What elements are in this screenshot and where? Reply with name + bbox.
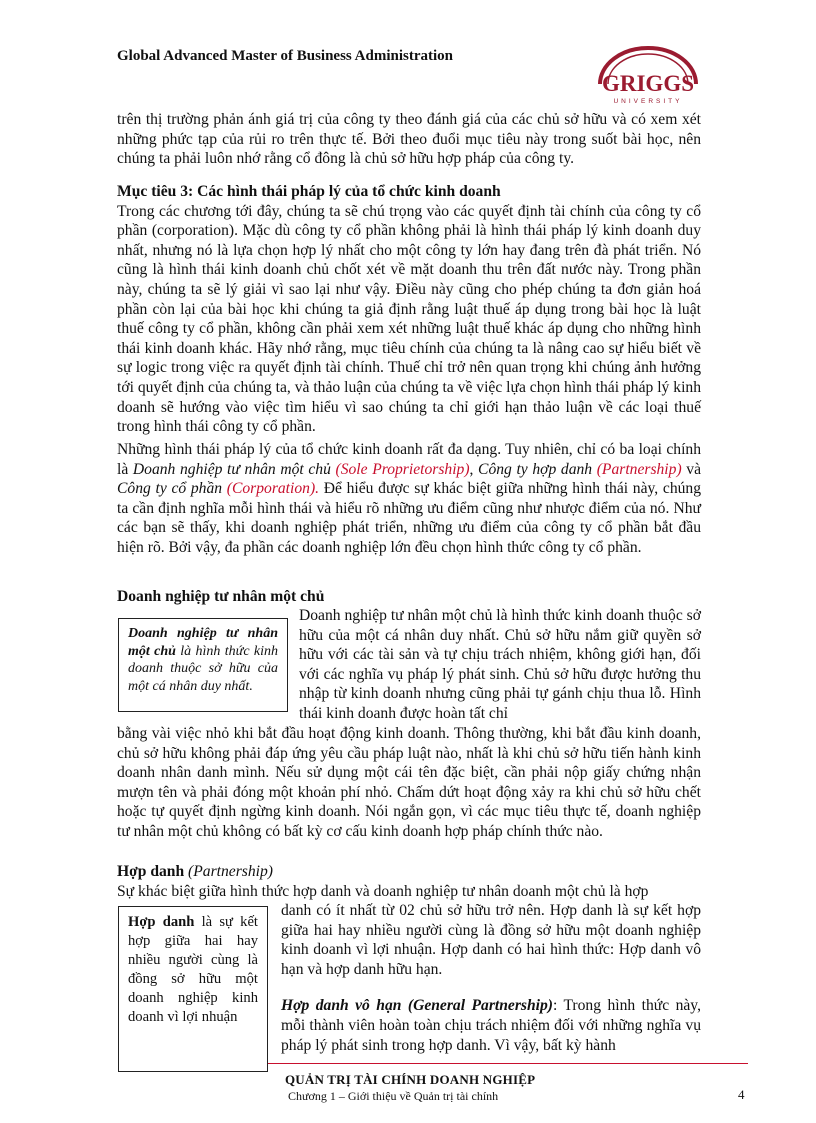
term-corporation-en: (Corporation).: [222, 480, 320, 498]
definition-term-partnership: Hợp danh: [128, 914, 195, 930]
term-corporation-vi: Công ty cổ phần: [117, 480, 223, 498]
paragraph-sole-cont: [117, 724, 701, 842]
paragraph-corporation-focus: Trong các chương tới đây, chúng ta sẽ chú trọng vào các quyết định tài chính của công ty cổ phần (corporation). Mặc dù công ty cổ phần không phải là hình thái pháp lý kinh doanh duy nhất, nhưng nó là lựa chọn hợp lý nhất cho một công ty lớn hay đang trên đà phát triển. Nó cũng là hình thái kinh doanh chủ chốt xét về mặt doanh thu trên đất nước này. Trong phần này, chúng ta sẽ lý giải vì sao lại như vậy. Điều này cũng cho phép chúng ta đơn giản hoá phần còn lại của bài học khi chúng ta giả định rằng luật thuế áp dụng trong bài học là luật thuế công ty cổ phần, không cần phải xem xét những luật thuế khác áp dụng cho những hình thái kinh doanh khác. Hãy nhớ rằng, mục tiêu chính của chúng ta là nâng cao sự hiểu biết về sự logic trong việc ra quyết định tài chính. Thuế chỉ trở nên quan trọng khi chúng ảnh hưởng tới quyết định của chúng ta, và thảo luận của chúng ta về việc lựa chọn hình thái pháp lý kinh doanh sẽ hướng vào việc tìm hiểu vì sao chúng ta chỉ giới hạn thảo luận về các loại thuế trong hình thái công ty cổ phần.: [117, 202, 701, 436]
definition-text-sole: là hình thức kinh doanh thuộc sở hữu của một cá nhân duy nhất.: [128, 643, 278, 694]
griggs-university-logo: [592, 44, 704, 108]
paragraph-partnership-body: [281, 901, 701, 1055]
paragraph-market-value: trên thị trường phản ánh giá trị của công ty theo đánh giá của các chủ sở hữu và có xem xét những phức tạp của rủi ro trên thực tế. Bởi theo đuổi mục tiêu này trong suốt bài học, nên chúng ta phải luôn nhớ rằng cổ đông là chủ sở hữu hợp pháp của công ty.: [117, 111, 701, 168]
page-number: 4: [738, 1087, 745, 1102]
legal-forms-text-cont: Để hiểu được sự khác biệt giữa những hình thái này, chúng ta cần định nghĩa mỗi hình thái và hiểu rõ những ưu điểm cũng như nhược điểm của nó. Như các bạn sẽ thấy, khi doanh nghiệp phát triển, những ưu điểm của công ty cổ phần bắt đầu hiện rõ. Bởi vậy, đa phần các doanh nghiệp lớn đều chọn hình thức công ty cổ phần.: [117, 480, 702, 556]
term-sole-proprietorship-vi: Doanh nghiệp tư nhân một chủ: [132, 460, 331, 478]
sole-text-cont: bằng vài việc nhỏ khi bắt đầu hoạt động kinh doanh. Thông thường, khi bắt đầu kinh doanh, chủ sở hữu không phải đáp ứng yêu cầu pháp luật nào, nhất là khi chủ sở hữu tiến hành kinh doanh nhân danh mình. Nếu sử dụng một cái tên đặc biệt, cần phải nộp giấy chứng nhận mượn tên và phải đóng một khoản phí nhỏ. Chấm dứt hoạt động xảy ra khi chủ sở hữu chết hoặc tự quyết định ngừng kinh doanh. Nói ngắn gọn, vì các mục tiêu thực tế, doanh nghiệp tư nhân một chủ không có bất kỳ cơ cấu kinh doanh hợp pháp chính thức nào.: [117, 725, 701, 840]
legal-forms-comma: ,: [469, 460, 479, 478]
section-objective-3: [117, 182, 701, 437]
heading-partnership: Hợp danh: [117, 863, 185, 880]
legal-forms-and: và: [681, 460, 701, 478]
paragraph-intro: [117, 110, 701, 169]
section-partnership: [117, 862, 701, 901]
sidebar-definition-sole: [118, 618, 288, 712]
heading-objective-3: Mục tiêu 3: Các hình thái pháp lý của tổ chức kinh doanh: [117, 183, 501, 200]
footer-divider: [268, 1063, 748, 1064]
term-partnership-vi: Công ty hợp danh: [478, 460, 593, 478]
paragraph-sole-body: [299, 606, 701, 724]
svg-text:GRIGGS: GRIGGS: [601, 71, 695, 96]
partnership-text: danh có ít nhất từ 02 chủ sở hữu trở nên. Hợp danh là sự kết hợp giữa hai hay nhiều người cùng là đồng sở hữu một doanh nghiệp kinh doanh vì lợi nhuận. Hợp danh có hai hình thức: Hợp danh vô hạn và hợp danh hữu hạn.: [281, 902, 701, 978]
paragraph-legal-forms: [117, 440, 701, 558]
term-partnership-en: (Partnership): [592, 460, 682, 478]
heading-partnership-en: (Partnership): [184, 863, 273, 880]
heading-sole-proprietorship: Doanh nghiệp tư nhân một chủ: [117, 588, 325, 605]
term-general-partnership: Hợp danh vô hạn (General Partnership): [281, 997, 553, 1015]
sidebar-definition-partnership: [118, 906, 268, 1072]
definition-text-partnership: là sự kết hợp giữa hai hay nhiều người cùng là đồng sở hữu một doanh nghiệp kinh doanh vì lợi nhuận: [128, 914, 258, 1025]
document-header-title: Global Advanced Master of Business Administration: [117, 48, 454, 64]
term-sole-proprietorship-en: (Sole Proprietorship): [330, 460, 470, 478]
general-partnership-text: : Trong hình thức này, mỗi thành viên hoàn toàn chịu trách nhiệm đối với những nghĩa vụ pháp lý phát sinh trong hợp danh. Vì vậy, bất kỳ hành: [281, 997, 701, 1054]
footer-title: QUẢN TRỊ TÀI CHÍNH DOANH NGHIỆP: [285, 1072, 536, 1087]
footer-chapter: Chương 1 – Giới thiệu về Quản trị tài chính: [288, 1089, 499, 1103]
definition-term-sole: Doanh nghiệp tư nhân một chủ: [128, 626, 278, 659]
sole-text: Doanh nghiệp tư nhân một chủ là hình thức kinh doanh thuộc sở hữu của một cá nhân duy nhất. Chủ sở hữu nắm giữ quyền sở hữu với các tài sản và tự chịu trách nhiệm, không giới hạn, đối với các nghĩa vụ pháp lý phát sinh. Chủ sở hữu được hưởng thu nhập từ kinh doanh nhưng cũng phải tự gánh chịu thua lỗ. Hình thái kinh doanh được hoàn tất chỉ: [299, 607, 701, 722]
partnership-intro: Sự khác biệt giữa hình thức hợp danh và doanh nghiệp tư nhân doanh một chủ là hợp: [117, 882, 649, 900]
svg-text:UNIVERSITY: UNIVERSITY: [613, 98, 683, 105]
legal-forms-text: Những hình thái pháp lý của tổ chức kinh doanh rất đa dạng. Tuy nhiên, chỉ có ba loại chính là: [117, 441, 701, 478]
